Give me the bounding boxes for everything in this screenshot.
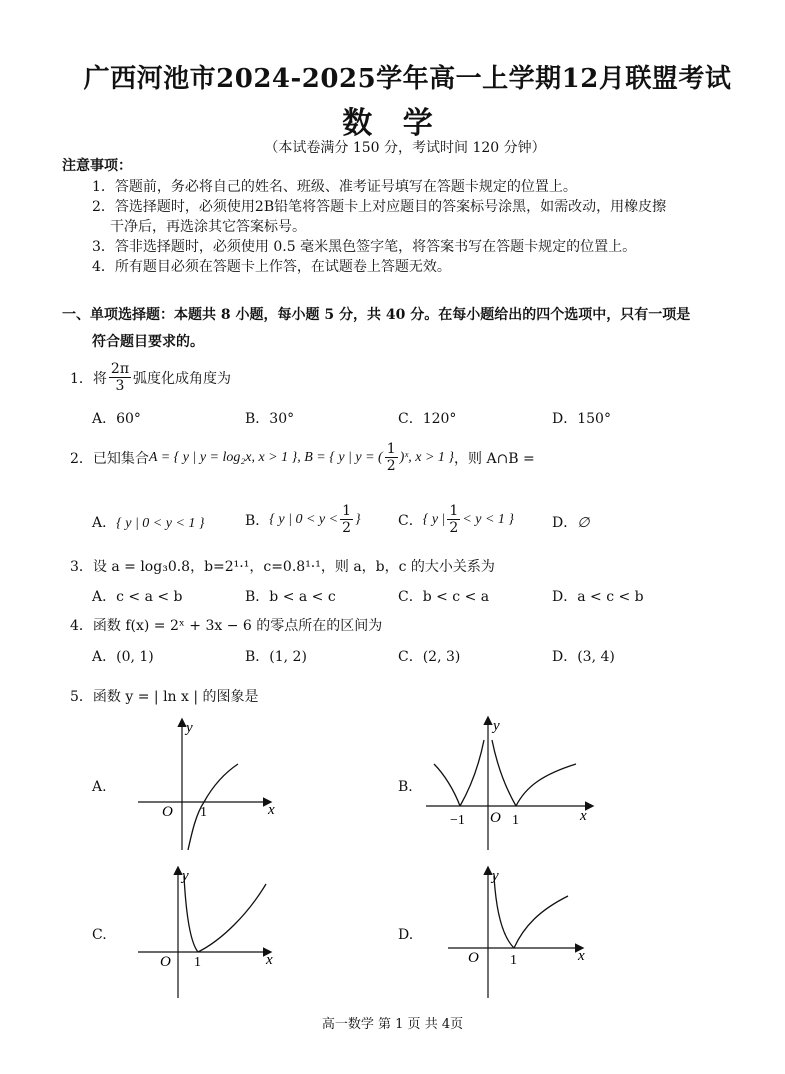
graph-option-c xyxy=(130,862,290,1002)
curve xyxy=(188,764,238,850)
section-heading: 一、单项选择题：本题共 8 小题，每小题 5 分，共 40 分。在每小题给出的四个选项中，只有一项是 xyxy=(62,307,691,323)
question-5-stem: 5．函数 y = | ln x | 的图象是 xyxy=(70,689,259,705)
x-label: x xyxy=(580,808,587,824)
curve-left xyxy=(494,876,514,948)
tick-neg-one: −1 xyxy=(450,813,465,828)
page-footer: 高一数学 第 1 页 共 4页 xyxy=(321,1017,464,1032)
q1-option-b: B．30° xyxy=(245,411,295,427)
question-2-stem xyxy=(70,442,535,473)
instruction-item: 干净后，再选涂其它答案标号。 xyxy=(110,219,306,235)
instruction-item: 4．所有题目必须在答题卡上作答，在试题卷上答题无效。 xyxy=(92,259,451,275)
q1-num: 1．将 xyxy=(70,370,107,387)
question-4-stem: 4．函数 f(x) = 2ˣ + 3x − 6 的零点所在的区间为 xyxy=(70,618,383,634)
q4-option-a: A．(0, 1) xyxy=(92,649,154,665)
q2-option-c: C． { y | $\frac{1}{2}$ < y < 1 } xyxy=(398,503,515,536)
tick-one: 1 xyxy=(512,813,519,828)
q4-option-b: B．(1, 2) xyxy=(245,649,307,665)
y-label: y xyxy=(493,718,500,734)
q2-set-a: A = { y | y = log₂x, x > 1 } xyxy=(148,449,298,465)
curve-left-inner xyxy=(460,740,484,806)
graph-option-a xyxy=(130,714,290,854)
instruction-item: 3．答非选择题时，必须使用 0.5 毫米黑色签字笔，将答案书写在答题卡规定的位置上。 xyxy=(92,239,637,255)
x-label: x xyxy=(268,802,275,818)
section-heading-cont: 符合题目要求的。 xyxy=(92,334,204,350)
q3-option-a: A．c < a < b xyxy=(92,589,183,605)
origin-label: O xyxy=(162,804,173,820)
q3-option-b: B．b < a < c xyxy=(245,589,336,605)
instruction-item: 2．答选择题时，必须使用2B铅笔将答题卡上对应题目的答案标号涂黑，如需改动，用橡皮擦 xyxy=(92,199,667,215)
q3-option-c: C．b < c < a xyxy=(398,589,490,605)
q1-rest: 弧度化成角度为 xyxy=(133,370,232,387)
instruction-item: 1．答题前，务必将自己的姓名、班级、准考证号填写在答题卡规定的位置上。 xyxy=(92,179,577,195)
q2-stem-post: ，则 A∩B = xyxy=(454,450,535,467)
x-label: x xyxy=(266,952,273,968)
question-3-stem: 3．设 a = log₃0.8，b=2¹·¹，c=0.8¹·¹，则 a，b，c 的大小关系为 xyxy=(70,559,495,575)
y-label: y xyxy=(186,720,193,736)
curve-right xyxy=(514,896,568,948)
curve-left xyxy=(184,876,198,952)
q2-set-b-pre: , B = { y | y = ( xyxy=(297,449,383,465)
q5-label-a: A. xyxy=(92,779,107,795)
curve-right-outer xyxy=(516,764,576,806)
q2-set-b-post: )ˣ, x > 1 } xyxy=(399,449,455,465)
q1-option-a: A．60° xyxy=(92,411,141,427)
q2-stem-pre: 2．已知集合 xyxy=(70,450,149,467)
tick-one: 1 xyxy=(200,805,207,820)
origin-label: O xyxy=(468,950,479,966)
subject-title: 数 学 xyxy=(342,106,443,141)
instructions-heading: 注意事项： xyxy=(62,158,132,174)
origin-label: O xyxy=(490,810,501,826)
q5-label-b: B. xyxy=(398,779,413,795)
graph-option-d xyxy=(440,862,600,1002)
q2-option-d: D．∅ xyxy=(552,515,590,531)
y-label: y xyxy=(182,868,189,884)
q2-option-b: B． { y | 0 < y < $\frac{1}{2}$ } xyxy=(245,503,361,536)
origin-label: O xyxy=(160,954,171,970)
x-label: x xyxy=(578,948,585,964)
tick-one: 1 xyxy=(194,955,201,970)
question-1-stem xyxy=(70,362,231,393)
q2-set-b-fraction: $\frac{1}{2}$ xyxy=(386,441,396,474)
q1-option-c: C．120° xyxy=(398,411,457,427)
exam-title: 广西河池市2024-2025学年高一上学期12月联盟考试 xyxy=(83,64,732,94)
q5-label-c: C. xyxy=(92,927,107,943)
y-label: y xyxy=(492,868,499,884)
tick-one: 1 xyxy=(510,953,517,968)
q4-option-c: C．(2, 3) xyxy=(398,649,461,665)
q5-label-d: D. xyxy=(398,927,414,943)
curve-right-inner xyxy=(492,740,516,806)
q1-option-d: D．150° xyxy=(552,411,611,427)
graph-option-b xyxy=(420,712,600,852)
q1-fraction: $\frac{2\pi}{3}$ xyxy=(110,361,130,394)
q4-option-d: D．(3, 4) xyxy=(552,649,615,665)
q2-option-a: A．{ y | 0 < y < 1 } xyxy=(92,515,205,531)
curve-right xyxy=(198,884,266,952)
q3-option-d: D．a < c < b xyxy=(552,589,644,605)
curve-left-outer xyxy=(434,764,460,806)
exam-note: （本试卷满分 150 分，考试时间 120 分钟） xyxy=(264,140,546,156)
